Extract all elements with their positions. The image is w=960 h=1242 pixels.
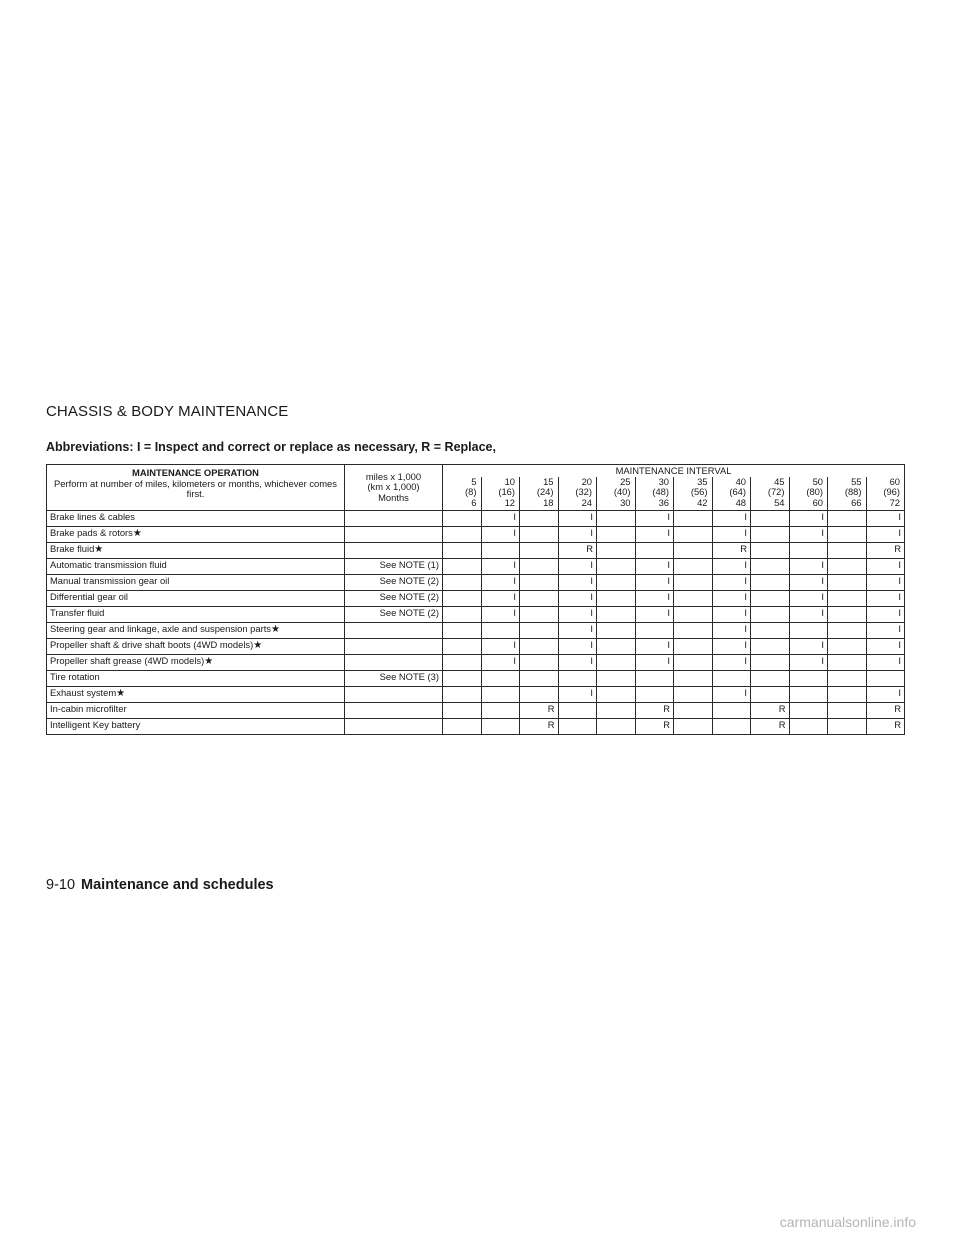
interval-mark-cell: I [558,511,597,527]
interval-mark-cell [674,607,713,623]
interval-header-cell [828,477,867,511]
interval-mark-cell: R [866,543,905,559]
note-cell [345,527,443,543]
interval-mark-cell: I [481,607,520,623]
operation-cell [47,703,345,719]
interval-mark-cell [674,543,713,559]
interval-mark-cell: R [520,703,559,719]
interval-months: 30 [620,496,631,508]
operation-cell [47,623,345,639]
interval-miles: 50 [812,475,823,487]
interval-mark-cell: I [866,607,905,623]
table-row [47,527,905,543]
interval-mark-cell [520,671,559,687]
interval-mark-cell: I [789,639,828,655]
interval-mark-cell [712,719,751,735]
interval-mark-cell [828,623,867,639]
note-cell [345,655,443,671]
star-icon: ★ [116,688,126,700]
interval-mark-cell [674,591,713,607]
interval-mark-cell: I [712,575,751,591]
interval-mark-cell [558,719,597,735]
unit-months: Months [378,491,409,503]
interval-mark-cell: I [789,527,828,543]
operation-label: Propeller shaft & drive shaft boots (4WD models) [50,639,254,651]
interval-mark-cell [443,623,482,639]
abbreviations-note: Abbreviations: I = Inspect and correct or replace as necessary, R = Replace, [46,440,496,454]
interval-mark-cell [443,703,482,719]
interval-mark-cell: I [481,559,520,575]
note-cell: See NOTE (2) [345,591,443,607]
interval-mark-cell: I [712,639,751,655]
interval-mark-cell: I [481,591,520,607]
interval-header-cell [866,477,905,511]
interval-header-cell [712,477,751,511]
interval-mark-cell: I [635,559,674,575]
interval-months: 66 [851,496,862,508]
star-icon: ★ [132,528,142,540]
table-row [47,607,905,623]
interval-mark-cell [635,623,674,639]
interval-mark-cell [597,575,636,591]
interval-mark-cell: I [712,591,751,607]
interval-miles: 35 [697,475,708,487]
interval-mark-cell [481,623,520,639]
interval-mark-cell: I [635,575,674,591]
note-cell [345,687,443,703]
interval-mark-cell: I [789,511,828,527]
interval-miles: 40 [735,475,746,487]
operation-cell [47,511,345,527]
table-row [47,559,905,575]
interval-mark-cell [597,639,636,655]
star-icon: ★ [204,656,214,668]
interval-mark-cell: I [558,575,597,591]
interval-mark-cell: R [866,703,905,719]
interval-mark-cell: I [635,511,674,527]
interval-km: (48) [652,486,669,498]
maintenance-operation-title: MAINTENANCE OPERATION [132,467,259,478]
operation-cell [47,543,345,559]
interval-km: (96) [883,486,901,498]
operation-label: Intelligent Key battery [50,719,141,731]
interval-km: (64) [729,486,746,498]
interval-mark-cell [828,591,867,607]
interval-mark-cell [520,607,559,623]
interval-mark-cell: I [866,655,905,671]
interval-miles: 25 [620,475,631,487]
table-body [47,511,905,735]
operation-cell [47,575,345,591]
interval-mark-cell [866,671,905,687]
section-title: CHASSIS & BODY MAINTENANCE [46,403,289,420]
note-cell [345,511,443,527]
interval-km: (88) [844,486,862,498]
interval-mark-cell: I [712,655,751,671]
interval-mark-cell: I [635,607,674,623]
interval-mark-cell: I [712,527,751,543]
interval-mark-cell: I [789,559,828,575]
note-cell: See NOTE (2) [345,607,443,623]
interval-miles: 5 [471,475,477,487]
operation-label: Brake pads & rotors [50,527,133,539]
interval-mark-cell [789,687,828,703]
interval-mark-cell [597,655,636,671]
interval-mark-cell [597,591,636,607]
interval-mark-cell [520,575,559,591]
operation-label: Differential gear oil [50,591,128,603]
interval-mark-cell [789,623,828,639]
operation-cell [47,671,345,687]
interval-header-cell [597,477,636,511]
note-cell [345,703,443,719]
interval-mark-cell: I [635,639,674,655]
interval-months: 54 [774,496,785,508]
interval-mark-cell: I [558,607,597,623]
interval-km: (80) [806,486,823,498]
interval-mark-cell: R [712,543,751,559]
interval-mark-cell: I [866,639,905,655]
interval-mark-cell [443,527,482,543]
interval-months: 6 [471,496,477,508]
interval-header-cell [674,477,713,511]
interval-mark-cell: I [558,527,597,543]
interval-mark-cell [674,639,713,655]
interval-mark-cell: I [712,623,751,639]
interval-mark-cell: R [635,719,674,735]
interval-mark-cell [751,671,790,687]
interval-months: 18 [543,496,554,508]
interval-mark-cell: I [558,687,597,703]
interval-km: (24) [536,486,554,498]
interval-mark-cell [674,527,713,543]
interval-mark-cell: R [751,703,790,719]
operation-cell [47,607,345,623]
operation-label: Tire rotation [50,671,100,683]
interval-mark-cell [520,655,559,671]
note-cell: See NOTE (1) [345,559,443,575]
interval-mark-cell [597,559,636,575]
interval-mark-cell: I [481,575,520,591]
interval-mark-cell [674,655,713,671]
table-row [47,511,905,527]
interval-miles: 45 [774,475,785,487]
interval-months: 48 [735,496,746,508]
interval-mark-cell [674,671,713,687]
interval-mark-cell [481,671,520,687]
unit-miles: miles x 1,000 [365,470,422,482]
interval-km: (56) [690,486,708,498]
interval-mark-cell: R [751,719,790,735]
interval-mark-cell: I [866,527,905,543]
interval-mark-cell [443,655,482,671]
interval-mark-cell [751,687,790,703]
interval-mark-cell [558,671,597,687]
interval-mark-cell [828,687,867,703]
interval-mark-cell [751,655,790,671]
interval-mark-cell: I [789,655,828,671]
interval-mark-cell [597,703,636,719]
interval-mark-cell [712,703,751,719]
operation-cell [47,655,345,671]
table-row [47,671,905,687]
interval-mark-cell [789,703,828,719]
interval-mark-cell [443,591,482,607]
interval-months: 12 [504,496,515,508]
interval-mark-cell [674,687,713,703]
interval-header-cell [481,477,520,511]
interval-mark-cell [443,575,482,591]
interval-mark-cell [481,719,520,735]
interval-mark-cell [443,511,482,527]
interval-mark-cell [597,671,636,687]
interval-mark-cell [751,591,790,607]
interval-mark-cell: I [866,511,905,527]
interval-mark-cell: I [558,591,597,607]
interval-mark-cell: I [866,575,905,591]
note-cell [345,719,443,735]
interval-miles: 10 [504,475,515,487]
interval-mark-cell: I [866,591,905,607]
interval-mark-cell: I [712,559,751,575]
interval-mark-cell [674,575,713,591]
interval-mark-cell [828,511,867,527]
operation-label: In-cabin microfilter [50,703,127,715]
interval-header-cell [789,477,828,511]
interval-mark-cell: I [481,511,520,527]
page-footer [46,877,274,893]
interval-mark-cell [751,575,790,591]
interval-mark-cell [520,527,559,543]
interval-mark-cell [828,671,867,687]
interval-mark-cell [443,671,482,687]
interval-mark-cell [520,639,559,655]
interval-mark-cell [712,671,751,687]
interval-mark-cell [828,703,867,719]
operation-label: Brake lines & cables [50,511,135,523]
interval-km: (8) [465,486,477,498]
interval-mark-cell [520,623,559,639]
interval-mark-cell [520,591,559,607]
interval-mark-cell [674,623,713,639]
interval-mark-cell [597,719,636,735]
interval-header-cell [443,477,482,511]
interval-mark-cell [751,527,790,543]
interval-mark-cell [828,543,867,559]
unit-km: (km x 1,000) [367,481,420,493]
interval-header-cell [635,477,674,511]
interval-mark-cell [520,543,559,559]
interval-mark-cell: I [481,527,520,543]
interval-mark-cell: I [866,623,905,639]
table-row [47,623,905,639]
interval-mark-cell [751,543,790,559]
interval-mark-cell [828,719,867,735]
interval-mark-cell [443,687,482,703]
interval-mark-cell: I [789,607,828,623]
page-number: 9-10 [46,877,76,893]
table-row [47,639,905,655]
table-row [47,719,905,735]
interval-mark-cell: I [635,527,674,543]
interval-header-cell [558,477,597,511]
note-cell [345,543,443,559]
table-row [47,575,905,591]
interval-mark-cell: I [712,687,751,703]
note-cell: See NOTE (2) [345,575,443,591]
table-row [47,703,905,719]
interval-miles: 30 [658,475,669,487]
interval-mark-cell [443,719,482,735]
operation-cell [47,639,345,655]
maintenance-operation-subtitle: Perform at number of miles, kilometers or months, whichever comes first. [54,477,337,500]
interval-mark-cell: R [635,703,674,719]
interval-mark-cell [597,543,636,559]
interval-mark-cell [674,719,713,735]
interval-mark-cell: I [481,655,520,671]
interval-mark-cell [635,543,674,559]
operation-cell [47,719,345,735]
table-row [47,591,905,607]
interval-miles: 20 [581,475,592,487]
interval-mark-cell [789,543,828,559]
interval-miles: 55 [851,475,862,487]
operation-label: Manual transmission gear oil [50,575,170,587]
interval-mark-cell [443,639,482,655]
interval-mark-cell [751,511,790,527]
interval-mark-cell [751,607,790,623]
chapter-title: Maintenance and schedules [81,877,274,893]
interval-mark-cell: I [712,511,751,527]
interval-mark-cell [828,559,867,575]
operation-label: Transfer fluid [50,607,105,619]
star-icon: ★ [270,624,280,636]
interval-mark-cell [828,575,867,591]
interval-mark-cell: I [558,639,597,655]
interval-mark-cell [674,511,713,527]
interval-header-cell [751,477,790,511]
interval-mark-cell [751,623,790,639]
interval-mark-cell [828,527,867,543]
table-row [47,543,905,559]
interval-mark-cell [828,639,867,655]
operation-label: Exhaust system [50,687,117,699]
interval-mark-cell: R [558,543,597,559]
interval-km: (16) [498,486,515,498]
interval-mark-cell: I [789,591,828,607]
operation-cell [47,687,345,703]
interval-mark-cell: I [866,687,905,703]
operation-label: Brake fluid [50,543,95,555]
interval-mark-cell [558,703,597,719]
interval-mark-cell: I [789,575,828,591]
interval-mark-cell [443,607,482,623]
interval-km: (72) [767,486,785,498]
note-cell [345,623,443,639]
interval-mark-cell [635,687,674,703]
interval-km: (40) [613,486,631,498]
interval-mark-cell: I [481,639,520,655]
interval-months: 36 [658,496,669,508]
maintenance-table [46,464,905,735]
interval-mark-cell [789,719,828,735]
operation-cell [47,591,345,607]
interval-mark-cell [597,511,636,527]
interval-mark-cell [597,687,636,703]
interval-mark-cell: R [520,719,559,735]
interval-mark-cell [674,559,713,575]
interval-mark-cell [443,543,482,559]
interval-months: 60 [812,496,823,508]
interval-mark-cell: I [635,591,674,607]
interval-mark-cell [520,559,559,575]
interval-mark-cell [828,607,867,623]
interval-mark-cell [751,559,790,575]
interval-months: 24 [581,496,592,508]
note-cell [345,639,443,655]
interval-mark-cell [635,671,674,687]
interval-mark-cell: I [558,559,597,575]
operation-label: Steering gear and linkage, axle and suspension parts [50,623,271,635]
interval-km: (32) [575,486,592,498]
table-row [47,655,905,671]
interval-mark-cell [481,687,520,703]
interval-mark-cell: I [866,559,905,575]
table-row [47,687,905,703]
interval-miles: 15 [543,475,554,487]
interval-mark-cell: I [558,623,597,639]
interval-mark-cell [520,511,559,527]
interval-months: 72 [889,496,901,508]
maintenance-operation-header [47,465,345,511]
interval-mark-cell: I [712,607,751,623]
interval-miles: 60 [889,475,901,487]
star-icon: ★ [253,640,263,652]
interval-mark-cell [597,607,636,623]
interval-mark-cell [674,703,713,719]
operation-cell [47,559,345,575]
interval-mark-cell [789,671,828,687]
interval-mark-cell [443,559,482,575]
interval-mark-cell: I [635,655,674,671]
operation-label: Propeller shaft grease (4WD models) [50,655,205,667]
interval-mark-cell [597,527,636,543]
interval-units-header [345,465,443,511]
interval-mark-cell [520,687,559,703]
interval-months: 42 [697,496,708,508]
watermark: carmanualsonline.info [779,1214,916,1230]
maintenance-interval-header: MAINTENANCE INTERVAL [443,465,905,477]
interval-mark-cell: R [866,719,905,735]
interval-mark-cell [597,623,636,639]
interval-header-cell [520,477,559,511]
operation-label: Automatic transmission fluid [50,559,167,571]
star-icon: ★ [94,544,104,556]
interval-mark-cell [828,655,867,671]
note-cell: See NOTE (3) [345,671,443,687]
interval-mark-cell [751,639,790,655]
operation-cell [47,527,345,543]
table-header-row-1 [47,465,905,477]
interval-mark-cell: I [558,655,597,671]
interval-mark-cell [481,703,520,719]
interval-mark-cell [481,543,520,559]
